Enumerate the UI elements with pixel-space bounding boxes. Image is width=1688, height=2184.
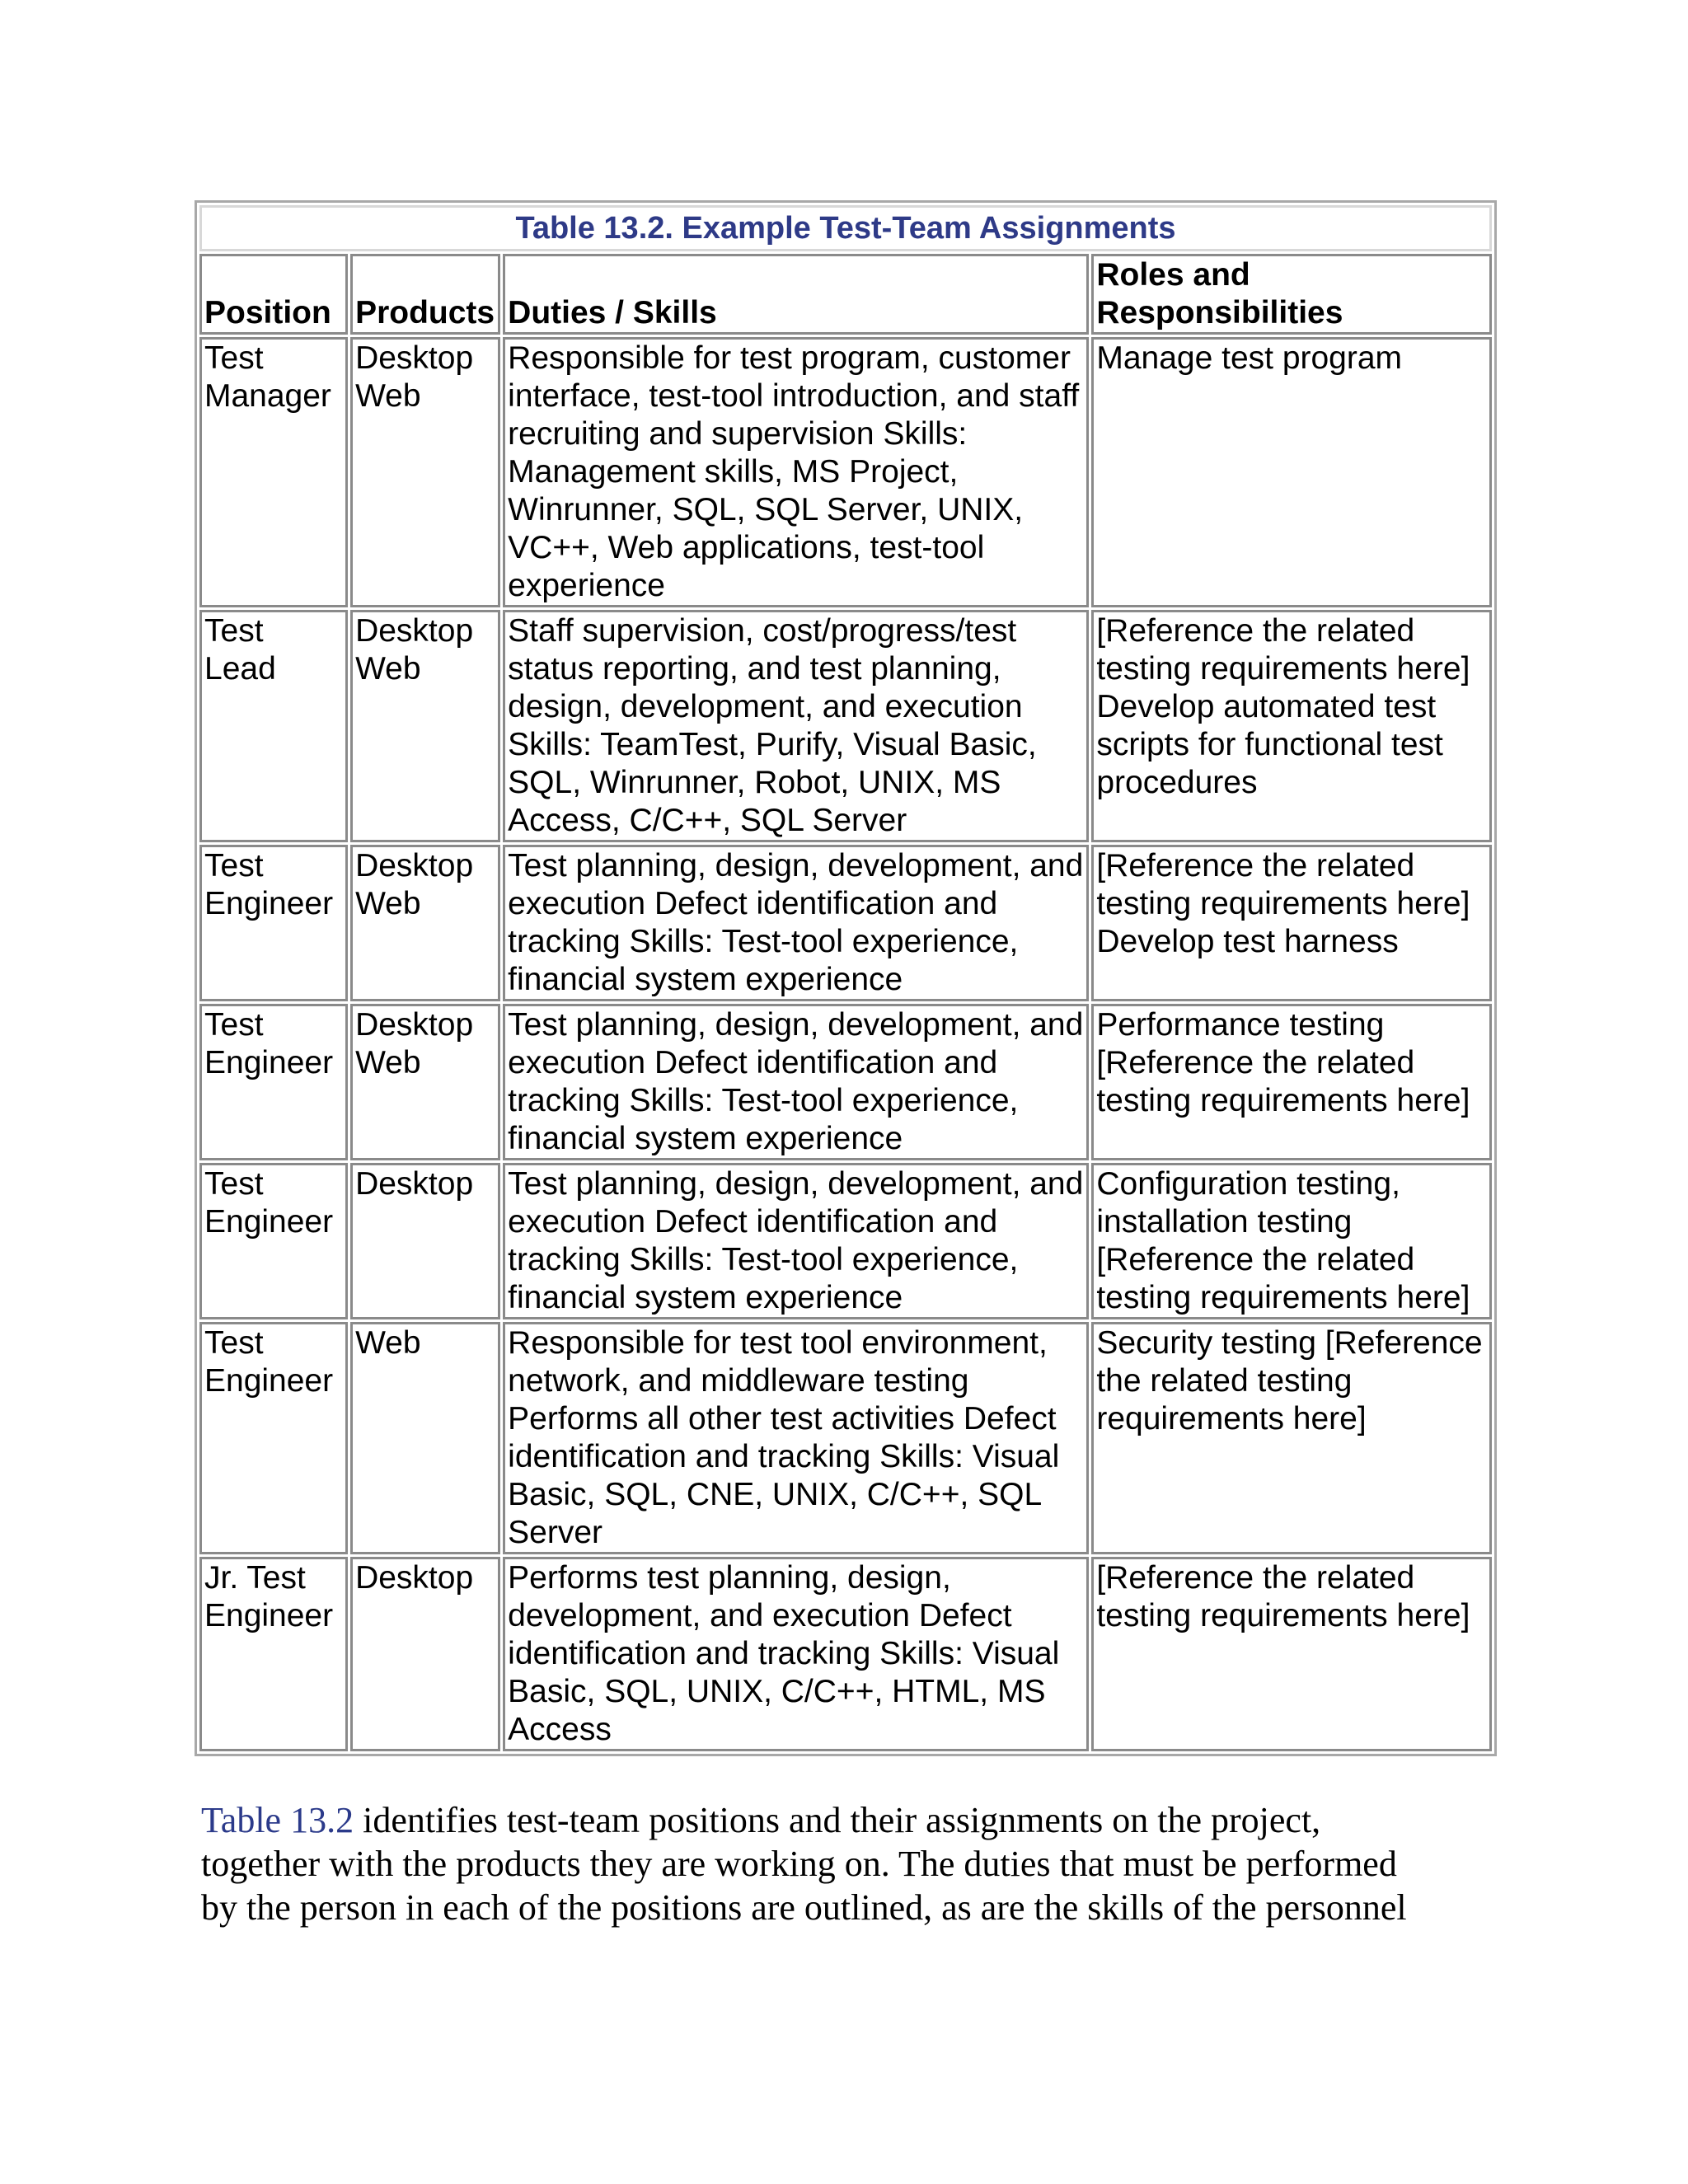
cell-duties: Test planning, design, development, and execution Defect identification and tracking Skills: Test-tool experience, financial system experience xyxy=(503,1163,1089,1319)
cell-position: Test Engineer xyxy=(199,1322,348,1554)
cell-products: Web xyxy=(350,1322,500,1554)
paragraph-line-1 xyxy=(201,1798,1487,1842)
cell-duties: Responsible for test program, customer interface, test-tool introduction, and staff recruiting and supervision Skills: Management skills, MS Project, Winrunner, SQL, SQL Server, UNIX, VC++, Web applications, test-tool experience xyxy=(503,337,1089,607)
cell-roles: Manage test program xyxy=(1091,337,1492,607)
table-row xyxy=(199,1557,1492,1751)
header-duties-skills: Duties / Skills xyxy=(503,254,1089,335)
cell-position: Test Lead xyxy=(199,610,348,842)
table-caption-row xyxy=(199,205,1492,251)
test-team-assignments-table xyxy=(195,200,1497,1756)
body-paragraph xyxy=(201,1798,1487,1929)
header-roles-responsibilities: Roles and Responsibilities xyxy=(1091,254,1492,335)
cell-position: Test Engineer xyxy=(199,845,348,1001)
cell-roles: [Reference the related testing requirements here] Develop automated test scripts for functional test procedures xyxy=(1091,610,1492,842)
cell-products: Desktop xyxy=(350,1163,500,1319)
cell-products: Desktop Web xyxy=(350,610,500,842)
table-row xyxy=(199,1004,1492,1160)
cell-duties: Responsible for test tool environment, network, and middleware testing Performs all other test activities Defect identification and tracking Skills: Visual Basic, SQL, CNE, UNIX, C/C++, SQL Server xyxy=(503,1322,1089,1554)
paragraph-line-3: by the person in each of the positions are outlined, as are the skills of the personnel xyxy=(201,1887,1407,1928)
table-row xyxy=(199,610,1492,842)
table-row xyxy=(199,845,1492,1001)
cell-products: Desktop xyxy=(350,1557,500,1751)
header-products: Products xyxy=(350,254,500,335)
cell-duties: Test planning, design, development, and execution Defect identification and tracking Skills: Test-tool experience, financial system experience xyxy=(503,1004,1089,1160)
cell-duties: Test planning, design, development, and execution Defect identification and tracking Skills: Test-tool experience, financial system experience xyxy=(503,845,1089,1001)
cell-roles: Security testing [Reference the related testing requirements here] xyxy=(1091,1322,1492,1554)
cell-roles: Configuration testing, installation testing [Reference the related testing requirements here] xyxy=(1091,1163,1492,1319)
cell-position: Test Engineer xyxy=(199,1163,348,1319)
table-header-row xyxy=(199,254,1492,335)
cell-position: Test Manager xyxy=(199,337,348,607)
paragraph-line-2: together with the products they are working on. The duties that must be performed xyxy=(201,1844,1397,1884)
table-row xyxy=(199,1322,1492,1554)
cell-position: Jr. Test Engineer xyxy=(199,1557,348,1751)
cell-roles: [Reference the related testing requirements here] Develop test harness xyxy=(1091,845,1492,1001)
cell-products: Desktop Web xyxy=(350,337,500,607)
table-caption: Table 13.2. Example Test-Team Assignments xyxy=(199,205,1492,251)
cell-products: Desktop Web xyxy=(350,845,500,1001)
cell-duties: Performs test planning, design, development, and execution Defect identification and tracking Skills: Visual Basic, SQL, UNIX, C/C++, HTML, MS Access xyxy=(503,1557,1089,1751)
cell-duties: Staff supervision, cost/progress/test status reporting, and test planning, design, development, and execution Skills: TeamTest, Purify, Visual Basic, SQL, Winrunner, Robot, UNIX, MS Access, C/C++, SQL Server xyxy=(503,610,1089,842)
cell-roles: [Reference the related testing requirements here] xyxy=(1091,1557,1492,1751)
table-row xyxy=(199,337,1492,607)
cell-products: Desktop Web xyxy=(350,1004,500,1160)
table-row xyxy=(199,1163,1492,1319)
header-position: Position xyxy=(199,254,348,335)
table-13-2-link[interactable]: Table 13.2 xyxy=(201,1800,354,1840)
cell-position: Test Engineer xyxy=(199,1004,348,1160)
paragraph-line-1-text: identifies test-team positions and their assignments on the project, xyxy=(354,1800,1321,1840)
cell-roles: Performance testing [Reference the related testing requirements here] xyxy=(1091,1004,1492,1160)
